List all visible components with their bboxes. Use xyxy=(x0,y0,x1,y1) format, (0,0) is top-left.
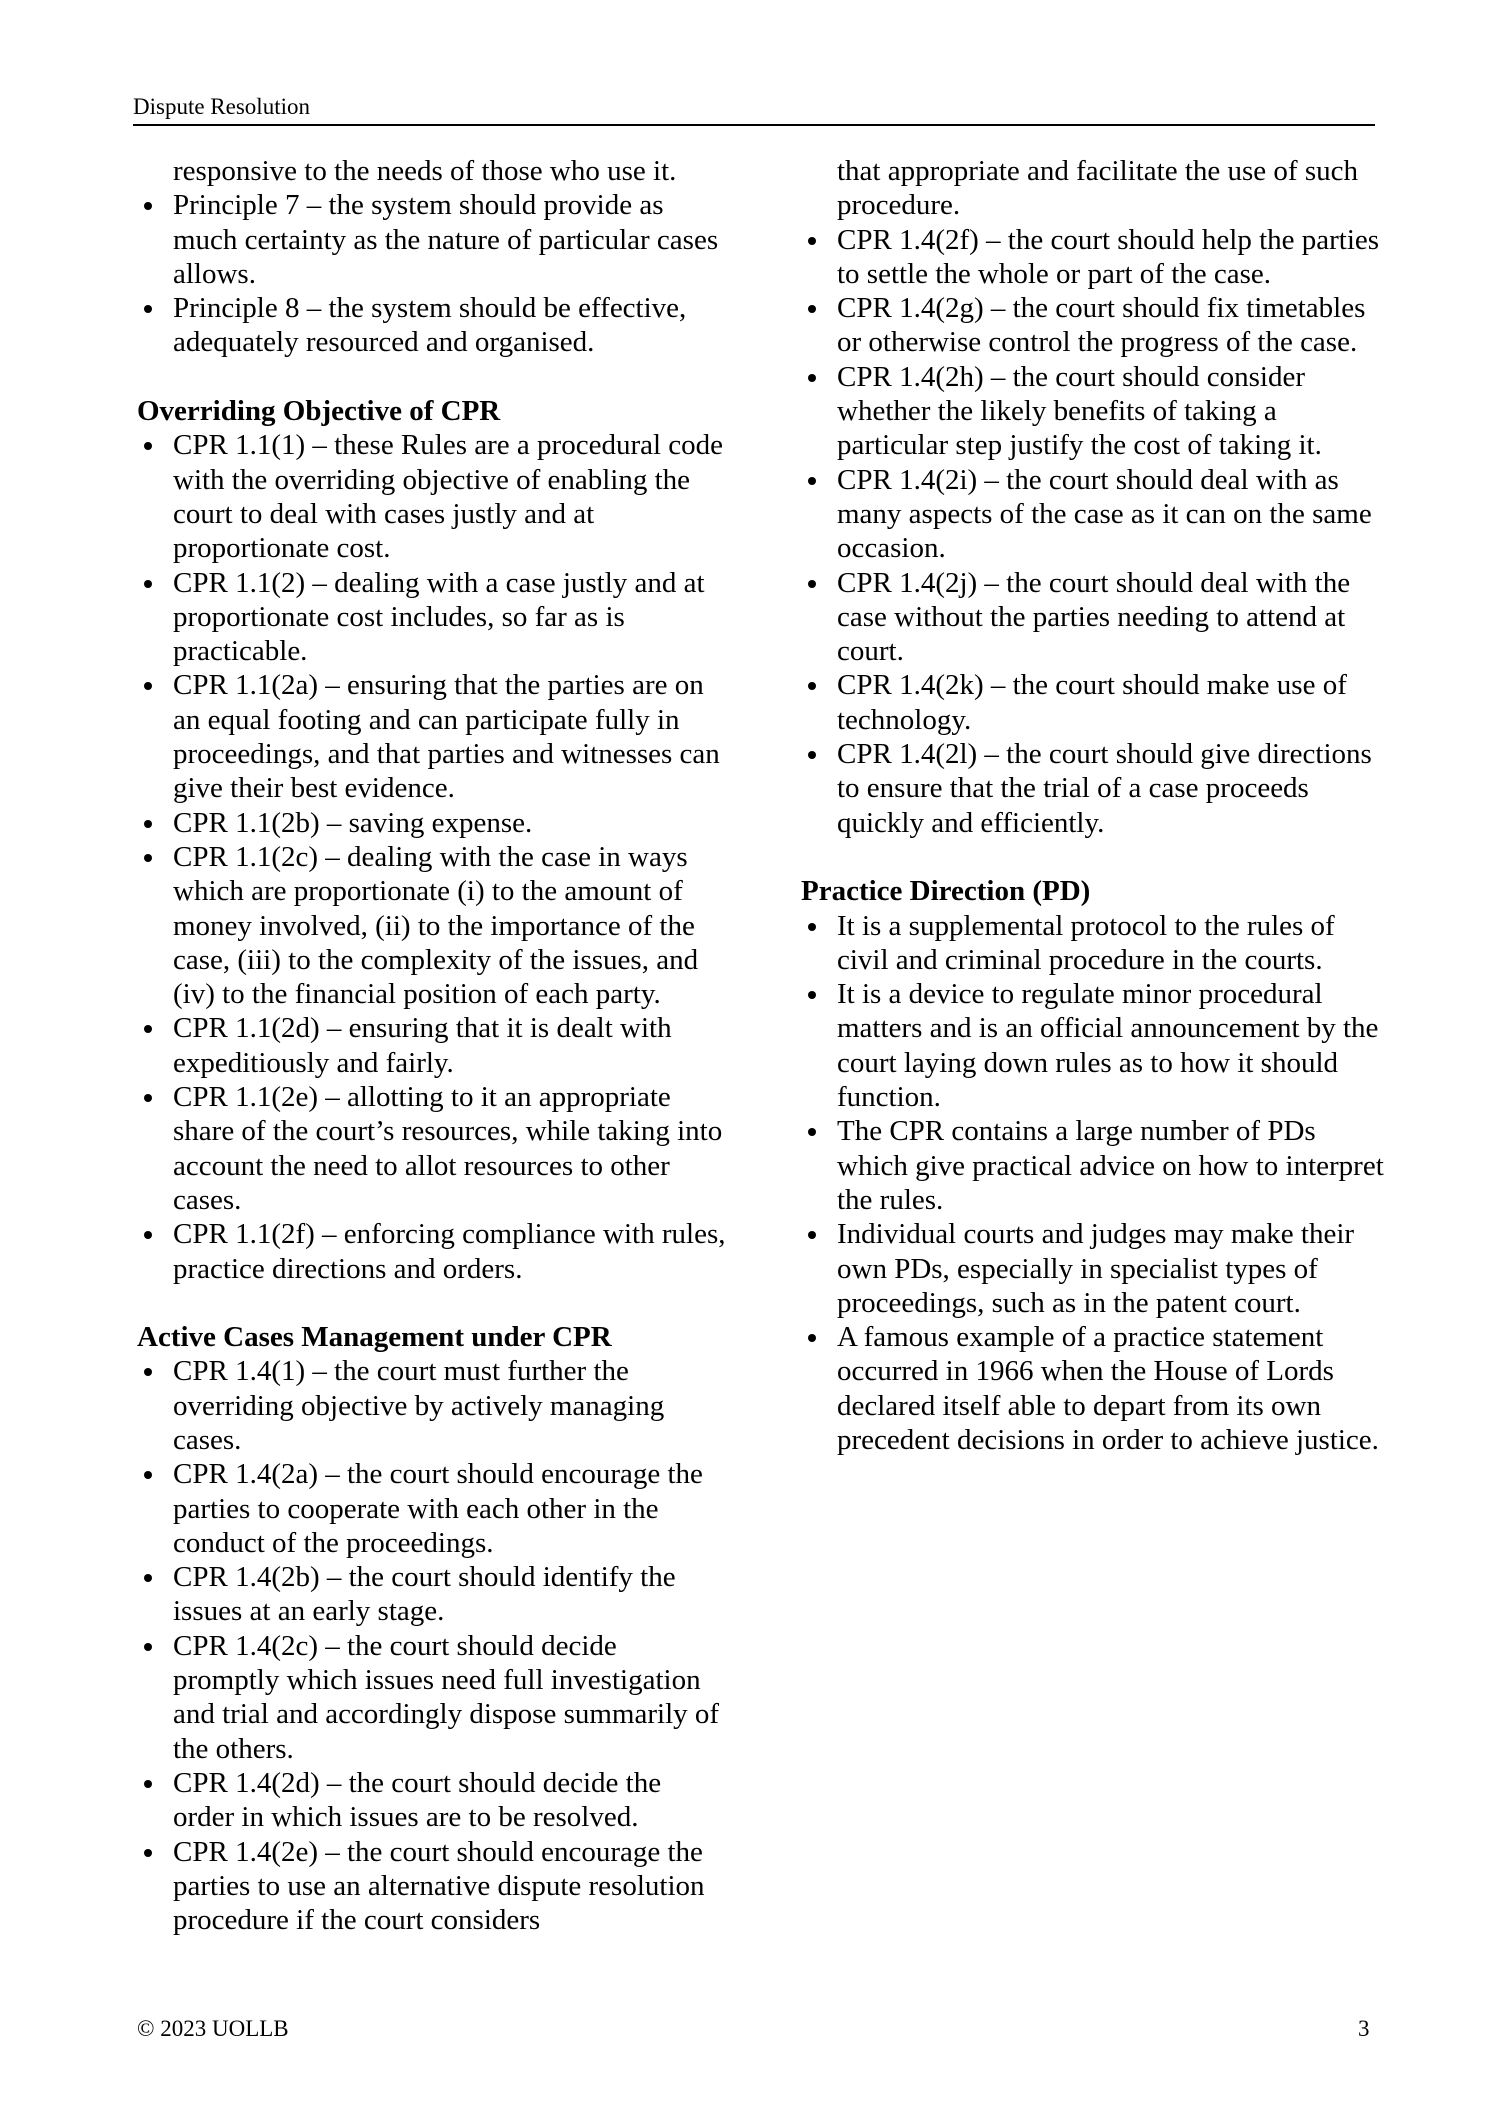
section-title-overriding: Overriding Objective of CPR xyxy=(137,395,501,428)
section-title-active: Active Cases Management under CPR xyxy=(137,1321,612,1354)
list-item: CPR 1.1(1) – these Rules are a procedural code with the overriding objective of enabling the court to deal with cases justly and at proportionate cost. xyxy=(137,428,727,565)
section-title-pd: Practice Direction (PD) xyxy=(801,875,1091,908)
principles-list xyxy=(137,188,727,359)
list-item: CPR 1.4(2k) – the court should make use of technology. xyxy=(801,668,1391,737)
running-header: Dispute Resolution xyxy=(133,92,1375,126)
continuation-text: that appropriate and facilitate the use of such procedure. xyxy=(837,155,1358,222)
list-item: CPR 1.1(2) – dealing with a case justly and at proportionate cost includes, so far as is practicable. xyxy=(137,566,727,669)
list-item: CPR 1.1(2e) – allotting to it an appropriate share of the court’s resources, while taking into account the need to allot resources to other cases. xyxy=(137,1080,727,1217)
list-item: Principle 7 – the system should provide as much certainty as the nature of particular cases allows. xyxy=(137,188,727,291)
list-item: CPR 1.4(2c) – the court should decide promptly which issues need full investigation and trial and accordingly dispose summarily of the others. xyxy=(137,1629,727,1766)
list-item: A famous example of a practice statement occurred in 1966 when the House of Lords declared itself able to depart from its own precedent decisions in order to achieve justice. xyxy=(801,1320,1391,1457)
list-item: CPR 1.1(2c) – dealing with the case in ways which are proportionate (i) to the amount of money involved, (ii) to the importance of the case, (iii) to the complexity of the issues, and (iv) to the financial position of each party. xyxy=(137,840,727,1011)
list-item: CPR 1.1(2d) – ensuring that it is dealt with expeditiously and fairly. xyxy=(137,1011,727,1080)
list-item: CPR 1.4(2h) – the court should consider whether the likely benefits of taking a particular step justify the cost of taking it. xyxy=(801,360,1391,463)
pd-list xyxy=(801,909,1391,1458)
list-item: CPR 1.4(2f) – the court should help the parties to settle the whole or part of the case. xyxy=(801,223,1391,292)
list-item: CPR 1.4(2b) – the court should identify the issues at an early stage. xyxy=(137,1560,727,1629)
list-item: CPR 1.4(2g) – the court should fix timetables or otherwise control the progress of the case. xyxy=(801,291,1391,360)
list-item: CPR 1.4(2e) – the court should encourage the parties to use an alternative dispute resolution procedure if the court considers xyxy=(137,1835,727,1938)
list-item: CPR 1.4(2l) – the court should give directions to ensure that the trial of a case proceeds quickly and efficiently. xyxy=(801,737,1391,840)
list-item: CPR 1.4(2a) – the court should encourage the parties to cooperate with each other in the conduct of the proceedings. xyxy=(137,1457,727,1560)
list-item: Individual courts and judges may make their own PDs, especially in specialist types of proceedings, such as in the patent court. xyxy=(801,1217,1391,1320)
continuation-text: responsive to the needs of those who use it. xyxy=(173,155,677,187)
list-item: CPR 1.4(1) – the court must further the overriding objective by actively managing cases. xyxy=(137,1354,727,1457)
active-list xyxy=(137,1354,727,1937)
list-item: CPR 1.4(2d) – the court should decide the order in which issues are to be resolved. xyxy=(137,1766,727,1835)
left-column xyxy=(137,154,727,1937)
list-item: CPR 1.1(2a) – ensuring that the parties are on an equal footing and can participate fully in proceedings, and that parties and witnesses can give their best evidence. xyxy=(137,668,727,805)
list-item: Principle 8 – the system should be effective, adequately resourced and organised. xyxy=(137,291,727,360)
list-item: CPR 1.1(2f) – enforcing compliance with rules, practice directions and orders. xyxy=(137,1217,727,1286)
list-item: It is a device to regulate minor procedural matters and is an official announcement by the court laying down rules as to how it should function. xyxy=(801,977,1391,1114)
footer-copyright: © 2023 UOLLB xyxy=(137,2016,289,2041)
list-item: The CPR contains a large number of PDs which give practical advice on how to interpret the rules. xyxy=(801,1114,1391,1217)
list-item: It is a supplemental protocol to the rules of civil and criminal procedure in the courts. xyxy=(801,909,1391,978)
active-list-continued xyxy=(801,223,1391,840)
right-column xyxy=(801,154,1391,1457)
list-item: CPR 1.1(2b) – saving expense. xyxy=(137,806,727,840)
list-item: CPR 1.4(2i) – the court should deal with as many aspects of the case as it can on the same occasion. xyxy=(801,463,1391,566)
overriding-list xyxy=(137,428,727,1285)
list-item: CPR 1.4(2j) – the court should deal with the case without the parties needing to attend at court. xyxy=(801,566,1391,669)
page-number: 3 xyxy=(1358,2016,1370,2041)
